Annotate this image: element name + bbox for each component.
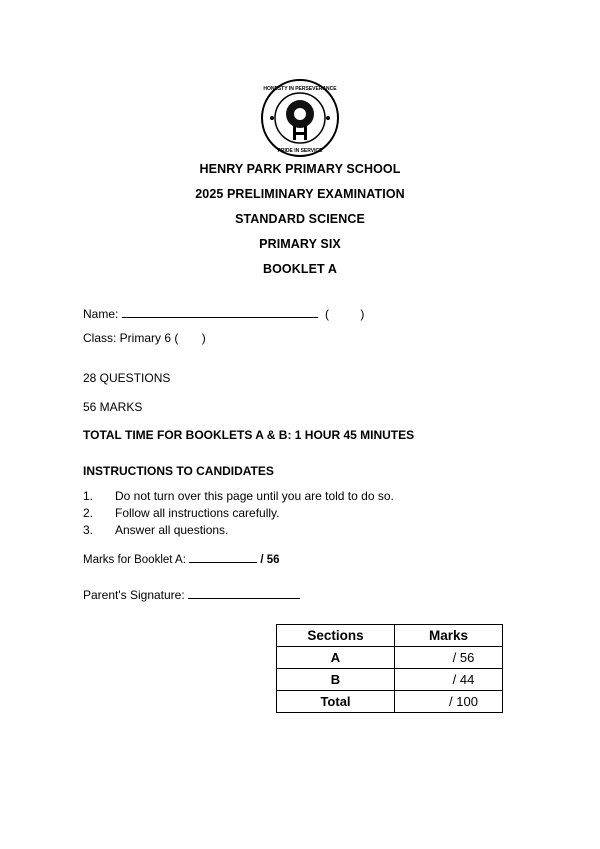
instruction-text: Answer all questions. bbox=[115, 523, 229, 537]
class-paren-close: ) bbox=[201, 331, 206, 345]
table-row bbox=[277, 669, 503, 691]
subject-title: STANDARD SCIENCE bbox=[235, 212, 365, 226]
marks-header: Marks bbox=[395, 625, 503, 647]
school-crest-logo bbox=[260, 78, 340, 158]
sections-header: Sections bbox=[277, 625, 395, 647]
booklet-a-marks-label: Marks for Booklet A: bbox=[83, 554, 186, 566]
marks-cell[interactable]: / 56 bbox=[395, 647, 503, 669]
table-row bbox=[277, 647, 503, 669]
marks-cell[interactable]: / 44 bbox=[395, 669, 503, 691]
class-label: Class: Primary 6 ( bbox=[83, 331, 179, 345]
register-paren-open: ( bbox=[325, 307, 330, 321]
marks-count: 56 MARKS bbox=[83, 400, 143, 414]
svg-text:HONESTY IN PERSEVERANCE: HONESTY IN PERSEVERANCE bbox=[263, 86, 337, 92]
parent-signature-row bbox=[83, 588, 300, 602]
svg-text:PRIDE IN SERVICE: PRIDE IN SERVICE bbox=[277, 148, 323, 154]
instructions-heading: INSTRUCTIONS TO CANDIDATES bbox=[83, 464, 274, 478]
section-cell: Total bbox=[277, 691, 395, 713]
table-header-row bbox=[277, 625, 503, 647]
booklet-a-marks-total: / 56 bbox=[260, 554, 280, 566]
register-paren-close: ) bbox=[360, 307, 365, 321]
instruction-number: 2. bbox=[83, 506, 94, 520]
table-row bbox=[277, 691, 503, 713]
level-title: PRIMARY SIX bbox=[259, 237, 341, 251]
question-count: 28 QUESTIONS bbox=[83, 371, 171, 385]
section-cell: A bbox=[277, 647, 395, 669]
name-label: Name: bbox=[83, 307, 119, 321]
marks-table bbox=[276, 624, 503, 713]
booklet-a-marks-field[interactable] bbox=[189, 552, 257, 563]
booklet-a-marks-row bbox=[83, 552, 280, 566]
parent-signature-field[interactable] bbox=[188, 588, 300, 599]
exam-title: 2025 PRELIMINARY EXAMINATION bbox=[195, 187, 405, 201]
school-name: HENRY PARK PRIMARY SCHOOL bbox=[199, 162, 401, 176]
booklet-title: BOOKLET A bbox=[262, 262, 338, 276]
section-cell: B bbox=[277, 669, 395, 691]
class-row bbox=[83, 331, 206, 345]
total-time: TOTAL TIME FOR BOOKLETS A & B: 1 HOUR 45 MINUTES bbox=[83, 428, 415, 442]
name-field[interactable] bbox=[122, 307, 318, 318]
instruction-number: 3. bbox=[83, 523, 94, 537]
parent-signature-label: Parent's Signature: bbox=[83, 588, 185, 602]
marks-cell[interactable]: / 100 bbox=[395, 691, 503, 713]
instruction-text: Do not turn over this page until you are told to do so. bbox=[115, 489, 394, 503]
instruction-text: Follow all instructions carefully. bbox=[115, 506, 280, 520]
instruction-number: 1. bbox=[83, 489, 94, 503]
name-row bbox=[83, 307, 364, 321]
